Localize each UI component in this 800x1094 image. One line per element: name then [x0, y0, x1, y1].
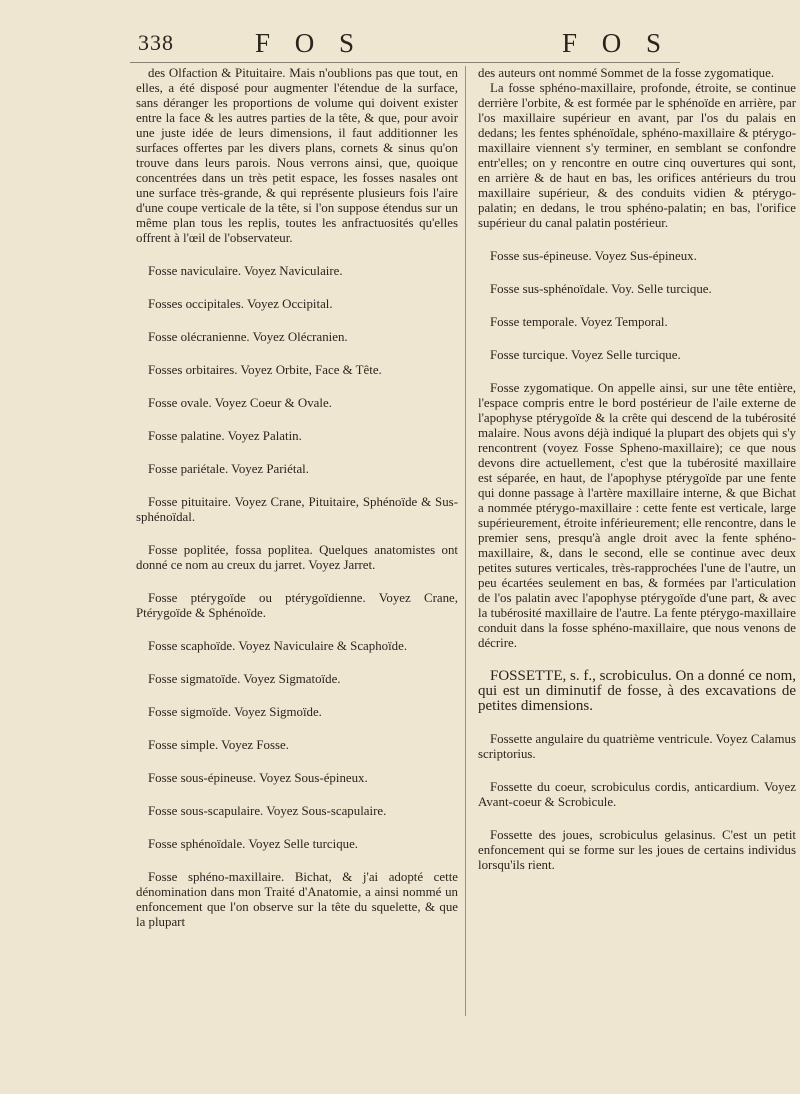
running-head-left: F O S [255, 28, 364, 58]
running-head-right: F O S [561, 28, 670, 58]
entry-fosse-sigmoide: Fosse sigmoïde. Voyez Sigmoïde. [148, 705, 322, 719]
entry-fossette: FOSSETTE, s. f., scrobiculus. On a donné ce nom, qui est un diminutif de fosse, à des excavations de petites dimensions. [478, 668, 796, 714]
entry-fosse-sus-epineuse: Fosse sus-épineuse. Voyez Sus-épineux. [490, 249, 697, 263]
entry-fosse-pituitaire: Fosse pituitaire. Voyez Crane, Pituitaire, Sphénoïde & Sus-sphénoïdal. [136, 495, 458, 524]
entry-fosse-olecranienne: Fosse olécranienne. Voyez Olécranien. [148, 330, 348, 344]
entry-fosse-temporale: Fosse temporale. Voyez Temporal. [490, 315, 668, 329]
entry-fosse-sous-scapulaire: Fosse sous-scapulaire. Voyez Sous-scapulaire. [148, 804, 387, 818]
entry-fosse-sphenoidale: Fosse sphénoïdale. Voyez Selle turcique. [148, 837, 359, 851]
entry-fosse-pterygoide: Fosse ptérygoïde ou ptérygoïdienne. Voyez Crane, Ptérygoïde & Sphénoïde. [136, 591, 458, 620]
entry-fosse-parietale: Fosse pariétale. Voyez Pariétal. [148, 462, 309, 476]
left-column [136, 66, 458, 930]
entry-fosses-orbitaires: Fosses orbitaires. Voyez Orbite, Face & Tête. [148, 363, 382, 377]
column-divider [465, 66, 466, 1016]
entry-fosse-palatine: Fosse palatine. Voyez Palatin. [148, 429, 302, 443]
entry-fosse-spheno-maxillaire: Fosse sphéno-maxillaire. Bichat, & j'ai adopté cette dénomination dans mon Traité d'Anatomie, a ainsi nommé un enfoncement que l'on observe sur la tête du squelette, & que la plupart [136, 870, 458, 929]
entry-fosse-scaphoide: Fosse scaphoïde. Voyez Naviculaire & Scaphoïde. [148, 639, 408, 653]
entry-fosse-naviculaire: Fosse naviculaire. Voyez Naviculaire. [148, 264, 343, 278]
entry-fosse-zygomatique: Fosse zygomatique. On appelle ainsi, sur une tête entière, l'espace compris entre le bord postérieur de l'aile externe de l'apophyse ptérygoïde & la crête qui descend de la tubérosité malaire. Nous avons déjà indiqué la plupart des objets qui s'y rencontrent (voyez Fosse Spheno-maxillaire); ce que nous devons dire actuellement, c'est que la tubérosité maxillaire est séparée, en haut, de l'apophyse ptérygoïde par une fente qui donne passage à l'artère maxillaire interne, & que Bichat a nommée ptérygo-maxillaire : cette fente est verticale, large supérieurement, étroite inférieurement; elle rencontre, dans le premier sens, presqu'à angle droit avec la fente sphéno-maxillaire, &, dans le second, elle se continue avec deux petites sutures verticales, très-rapprochées l'une de l'autre, un peu écartées seulement en bas, & formées par l'articulation de l'os palatin avec l'apophyse ptérygoïde d'une part, & avec la tubérosité maxillaire de l'autre. La fente ptérygo-maxillaire conduit dans la fosse sphéno-maxillaire, que nous venons de décrire. [478, 381, 796, 650]
entry-text: des auteurs ont nommé Sommet de la fosse zygomatique. [478, 66, 775, 80]
entry-fosse-sigmatoide: Fosse sigmatoïde. Voyez Sigmatoïde. [148, 672, 341, 686]
entry-fosses-occipitales: Fosses occipitales. Voyez Occipital. [148, 297, 333, 311]
entry-fosse-turcique: Fosse turcique. Voyez Selle turcique. [490, 348, 681, 362]
entry-text: des Olfaction & Pituitaire. Mais n'oublions pas que tout, en elles, a été disposé pour augmenter l'étendue de la surface, sans déranger les proportions de volume qui doivent exister entre la face & les autres parties de la tête, & que, pour avoir une juste idée de leurs dimensions, il faut additionner les surfaces offertes par les divers plans, cornets & sinus qu'on trouve dans leurs parois. Nous verrons ainsi, que, quoique concentrées dans un très petit espace, les fosses nasales ont une surface très-grande, & qui représente plusieurs fois l'aire d'une coupe verticale de la tête, si l'on suppose étendus sur un même plan tous les replis, toutes les anfractuosités qu'elles offrent à l'œil de l'observateur. [136, 66, 458, 245]
page-header [130, 28, 680, 63]
entry-fossette-du-coeur: Fossette du coeur, scrobiculus cordis, anticardium. Voyez Avant-coeur & Scrobicule. [478, 780, 796, 809]
entry-fossette-angulaire: Fossette angulaire du quatrième ventricule. Voyez Calamus scriptorius. [478, 732, 796, 761]
page-number: 338 [138, 30, 174, 55]
entry-text: La fosse sphéno-maxillaire, profonde, étroite, se continue derrière l'orbite, & est formée par le sphénoïde en arrière, par l'os maxillaire supérieur en avant, par l'os du palais en dedans; les fentes sphénoïdale, sphéno-maxillaire & ptérygo-maxillaire viennent s'y terminer, en semblant se confondre entr'elles; on y rencontre en outre cinq ouvertures qui sont, en arrière & de haut en bas, les orifices antérieurs du trou maxillaire supérieur, & des conduits vidien & ptérygo-palatin; en dedans, le trou sphéno-palatin; en bas, l'orifice supérieur du canal palatin postérieur. [478, 81, 796, 230]
entry-fosse-simple: Fosse simple. Voyez Fosse. [148, 738, 289, 752]
entry-fosse-poplitee: Fosse poplitée, fossa poplitea. Quelques anatomistes ont donné ce nom au creux du jarret. Voyez Jarret. [136, 543, 458, 572]
right-column [478, 66, 796, 873]
entry-fosse-sus-sphenoidale: Fosse sus-sphénoïdale. Voy. Selle turcique. [490, 282, 712, 296]
entry-fosse-ovale: Fosse ovale. Voyez Coeur & Ovale. [148, 396, 332, 410]
entry-fossette-des-joues: Fossette des joues, scrobiculus gelasinus. C'est un petit enfoncement qui se forme sur les joues de certains individus lorsqu'ils rient. [478, 828, 796, 872]
entry-fosse-sous-epineuse: Fosse sous-épineuse. Voyez Sous-épineux. [148, 771, 368, 785]
